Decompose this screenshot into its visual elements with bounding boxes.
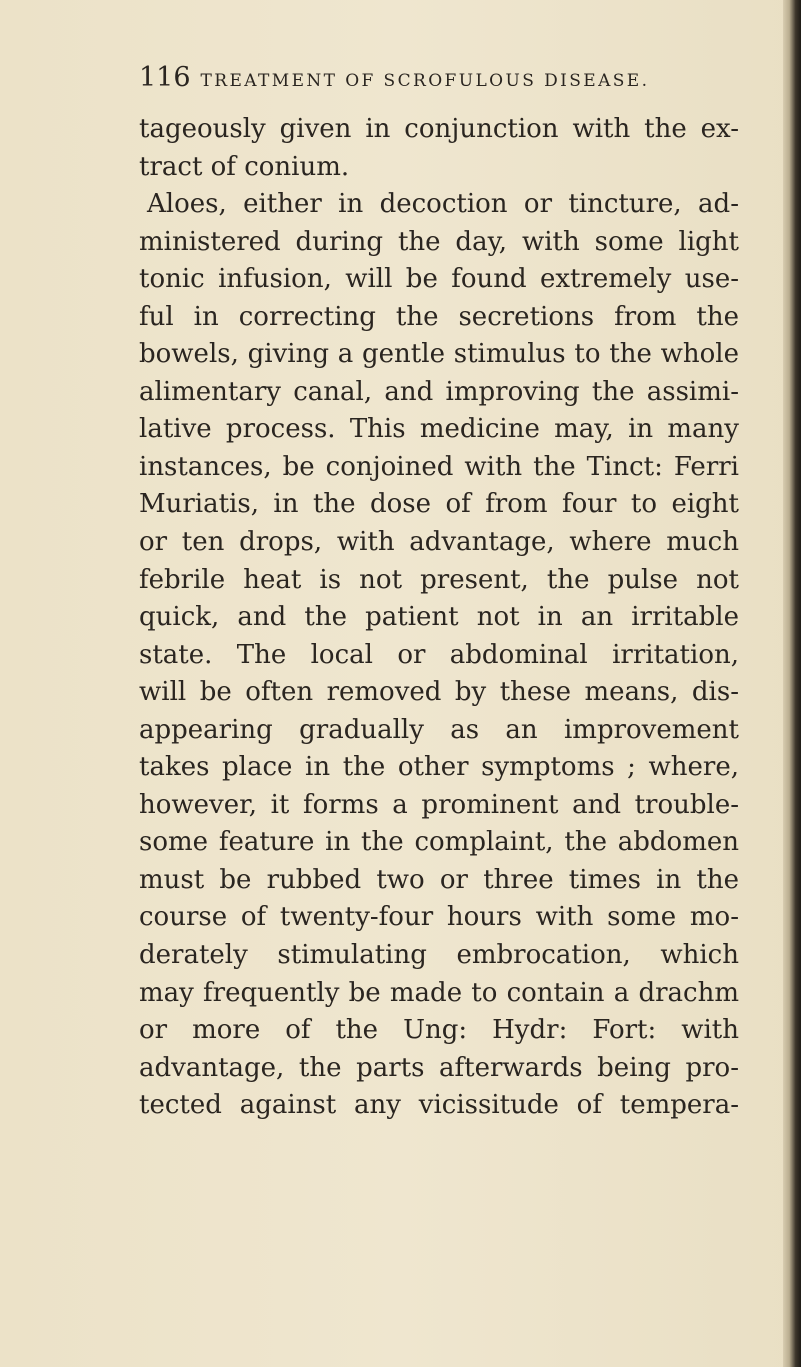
text-line: state. The local or abdominal irritation, xyxy=(139,639,739,670)
body-text xyxy=(139,111,739,1125)
text-line: ful in correcting the secretions from the xyxy=(139,301,739,332)
text-line: or ten drops, with advantage, where much xyxy=(139,527,739,558)
text-line: alimentary canal, and improving the assimi- xyxy=(139,376,739,407)
text-line: tageously given in conjunction with the ex- xyxy=(139,114,739,144)
text-line: or more of the Ung: Hydr: Fort: with xyxy=(139,1015,739,1046)
text-line: advantage, the parts afterwards being pro- xyxy=(139,1052,739,1083)
page-number: 116 xyxy=(139,62,191,93)
text-line: must be rubbed two or three times in the xyxy=(139,864,739,895)
text-line: may frequently be made to contain a drachm xyxy=(139,977,739,1008)
text-line: course of twenty-four hours with some mo- xyxy=(139,902,739,933)
text-line: appearing gradually as an improvement xyxy=(139,714,739,745)
text-line: bowels, giving a gentle stimulus to the whole xyxy=(139,339,739,370)
running-head: TREATMENT OF SCROFULOUS DISEASE. xyxy=(200,71,650,91)
text-line: will be often removed by these means, dis- xyxy=(139,677,739,708)
text-line: lative process. This medicine may, in many xyxy=(139,414,739,445)
text-line: quick, and the patient not in an irritable xyxy=(139,602,739,633)
text-line: ministered during the day, with some light xyxy=(139,226,739,257)
page-edge-shadow xyxy=(783,0,801,1367)
text-line: Muriatis, in the dose of from four to eight xyxy=(139,489,739,520)
text-line: tected against any vicissitude of tempera- xyxy=(139,1090,739,1121)
text-line: tonic infusion, will be found extremely use- xyxy=(139,264,739,295)
text-line: some feature in the complaint, the abdomen xyxy=(139,827,739,858)
text-line: instances, be conjoined with the Tinct: Ferri xyxy=(139,451,739,482)
text-line: tract of conium. xyxy=(139,151,350,182)
text-line: febrile heat is not present, the pulse not xyxy=(139,564,739,595)
text-line: derately stimulating embrocation, which xyxy=(139,940,739,971)
page-header xyxy=(139,62,729,102)
text-line: Aloes, either in decoction or tincture, ad- xyxy=(147,189,739,220)
text-line: however, it forms a prominent and trouble- xyxy=(139,789,739,820)
text-line: takes place in the other symptoms ; where, xyxy=(139,752,739,783)
